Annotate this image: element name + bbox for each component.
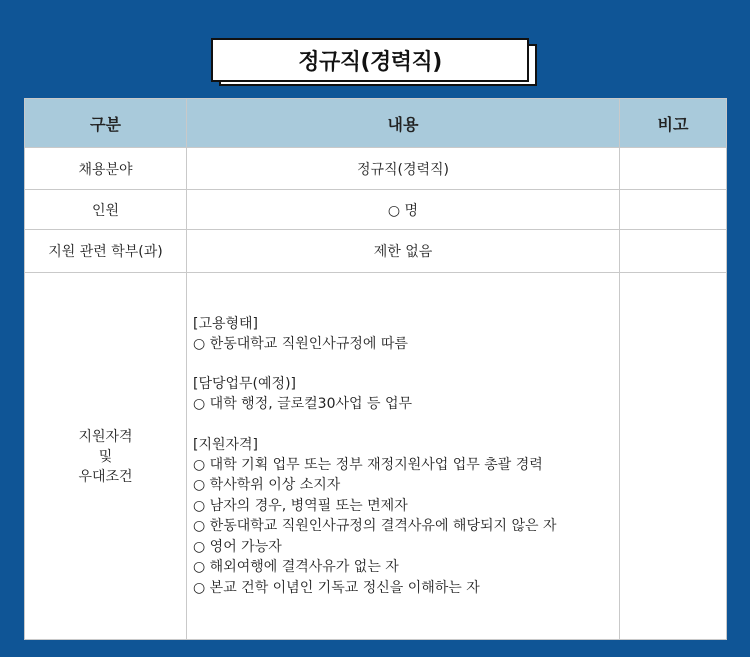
- list-item: ○ 한동대학교 직원인사규정에 따름: [193, 335, 408, 352]
- list-item: ○ 영어 가능자: [193, 538, 282, 555]
- row-content-headcount: ○ 명: [187, 190, 620, 230]
- qualification-label-line: 우대조건: [78, 469, 133, 485]
- table-row: [25, 148, 727, 190]
- section-heading: [지원자격]: [193, 436, 259, 453]
- section-employment-type: [193, 314, 619, 355]
- section-duties: [193, 374, 619, 415]
- section-qualifications: [193, 435, 619, 599]
- list-item: ○ 본교 건학 이념인 기독교 정신을 이해하는 자: [193, 579, 480, 596]
- list-item: ○ 남자의 경우, 병역필 또는 면제자: [193, 497, 408, 514]
- qualification-label: [25, 273, 187, 640]
- row-content-department: 제한 없음: [187, 230, 620, 273]
- header-category: 구분: [25, 99, 187, 148]
- row-label-department: 지원 관련 학부(과): [25, 230, 187, 273]
- table-header-row: [25, 99, 727, 148]
- qualification-content: [187, 273, 620, 640]
- row-note-headcount: [620, 190, 727, 230]
- row-note-department: [620, 230, 727, 273]
- list-item: ○ 학사학위 이상 소지자: [193, 477, 341, 494]
- list-item: ○ 한동대학교 직원인사규정의 결격사유에 해당되지 않은 자: [193, 518, 557, 535]
- table-row-qualification: [25, 273, 727, 640]
- job-posting-table: [24, 98, 727, 640]
- row-content-field: 정규직(경력직): [187, 148, 620, 190]
- qualification-label-line: 지원자격: [78, 429, 133, 445]
- section-heading: [고용형태]: [193, 315, 259, 332]
- list-item: ○ 해외여행에 결격사유가 없는 자: [193, 559, 399, 576]
- row-note-field: [620, 148, 727, 190]
- table-row: [25, 190, 727, 230]
- row-label-field: 채용분야: [25, 148, 187, 190]
- title-banner: [211, 38, 541, 88]
- row-label-headcount: 인원: [25, 190, 187, 230]
- qualification-note: [620, 273, 727, 640]
- table-row: [25, 230, 727, 273]
- page-title: 정규직(경력직): [211, 38, 529, 82]
- list-item: ○ 대학 행정, 글로컬30사업 등 업무: [193, 396, 413, 413]
- section-heading: [담당업무(예정)]: [193, 376, 296, 393]
- header-content: 내용: [187, 99, 620, 148]
- qualification-label-line: 및: [98, 449, 113, 465]
- list-item: ○ 대학 기획 업무 또는 정부 재정지원사업 업무 총괄 경력: [193, 456, 543, 473]
- header-note: 비고: [620, 99, 727, 148]
